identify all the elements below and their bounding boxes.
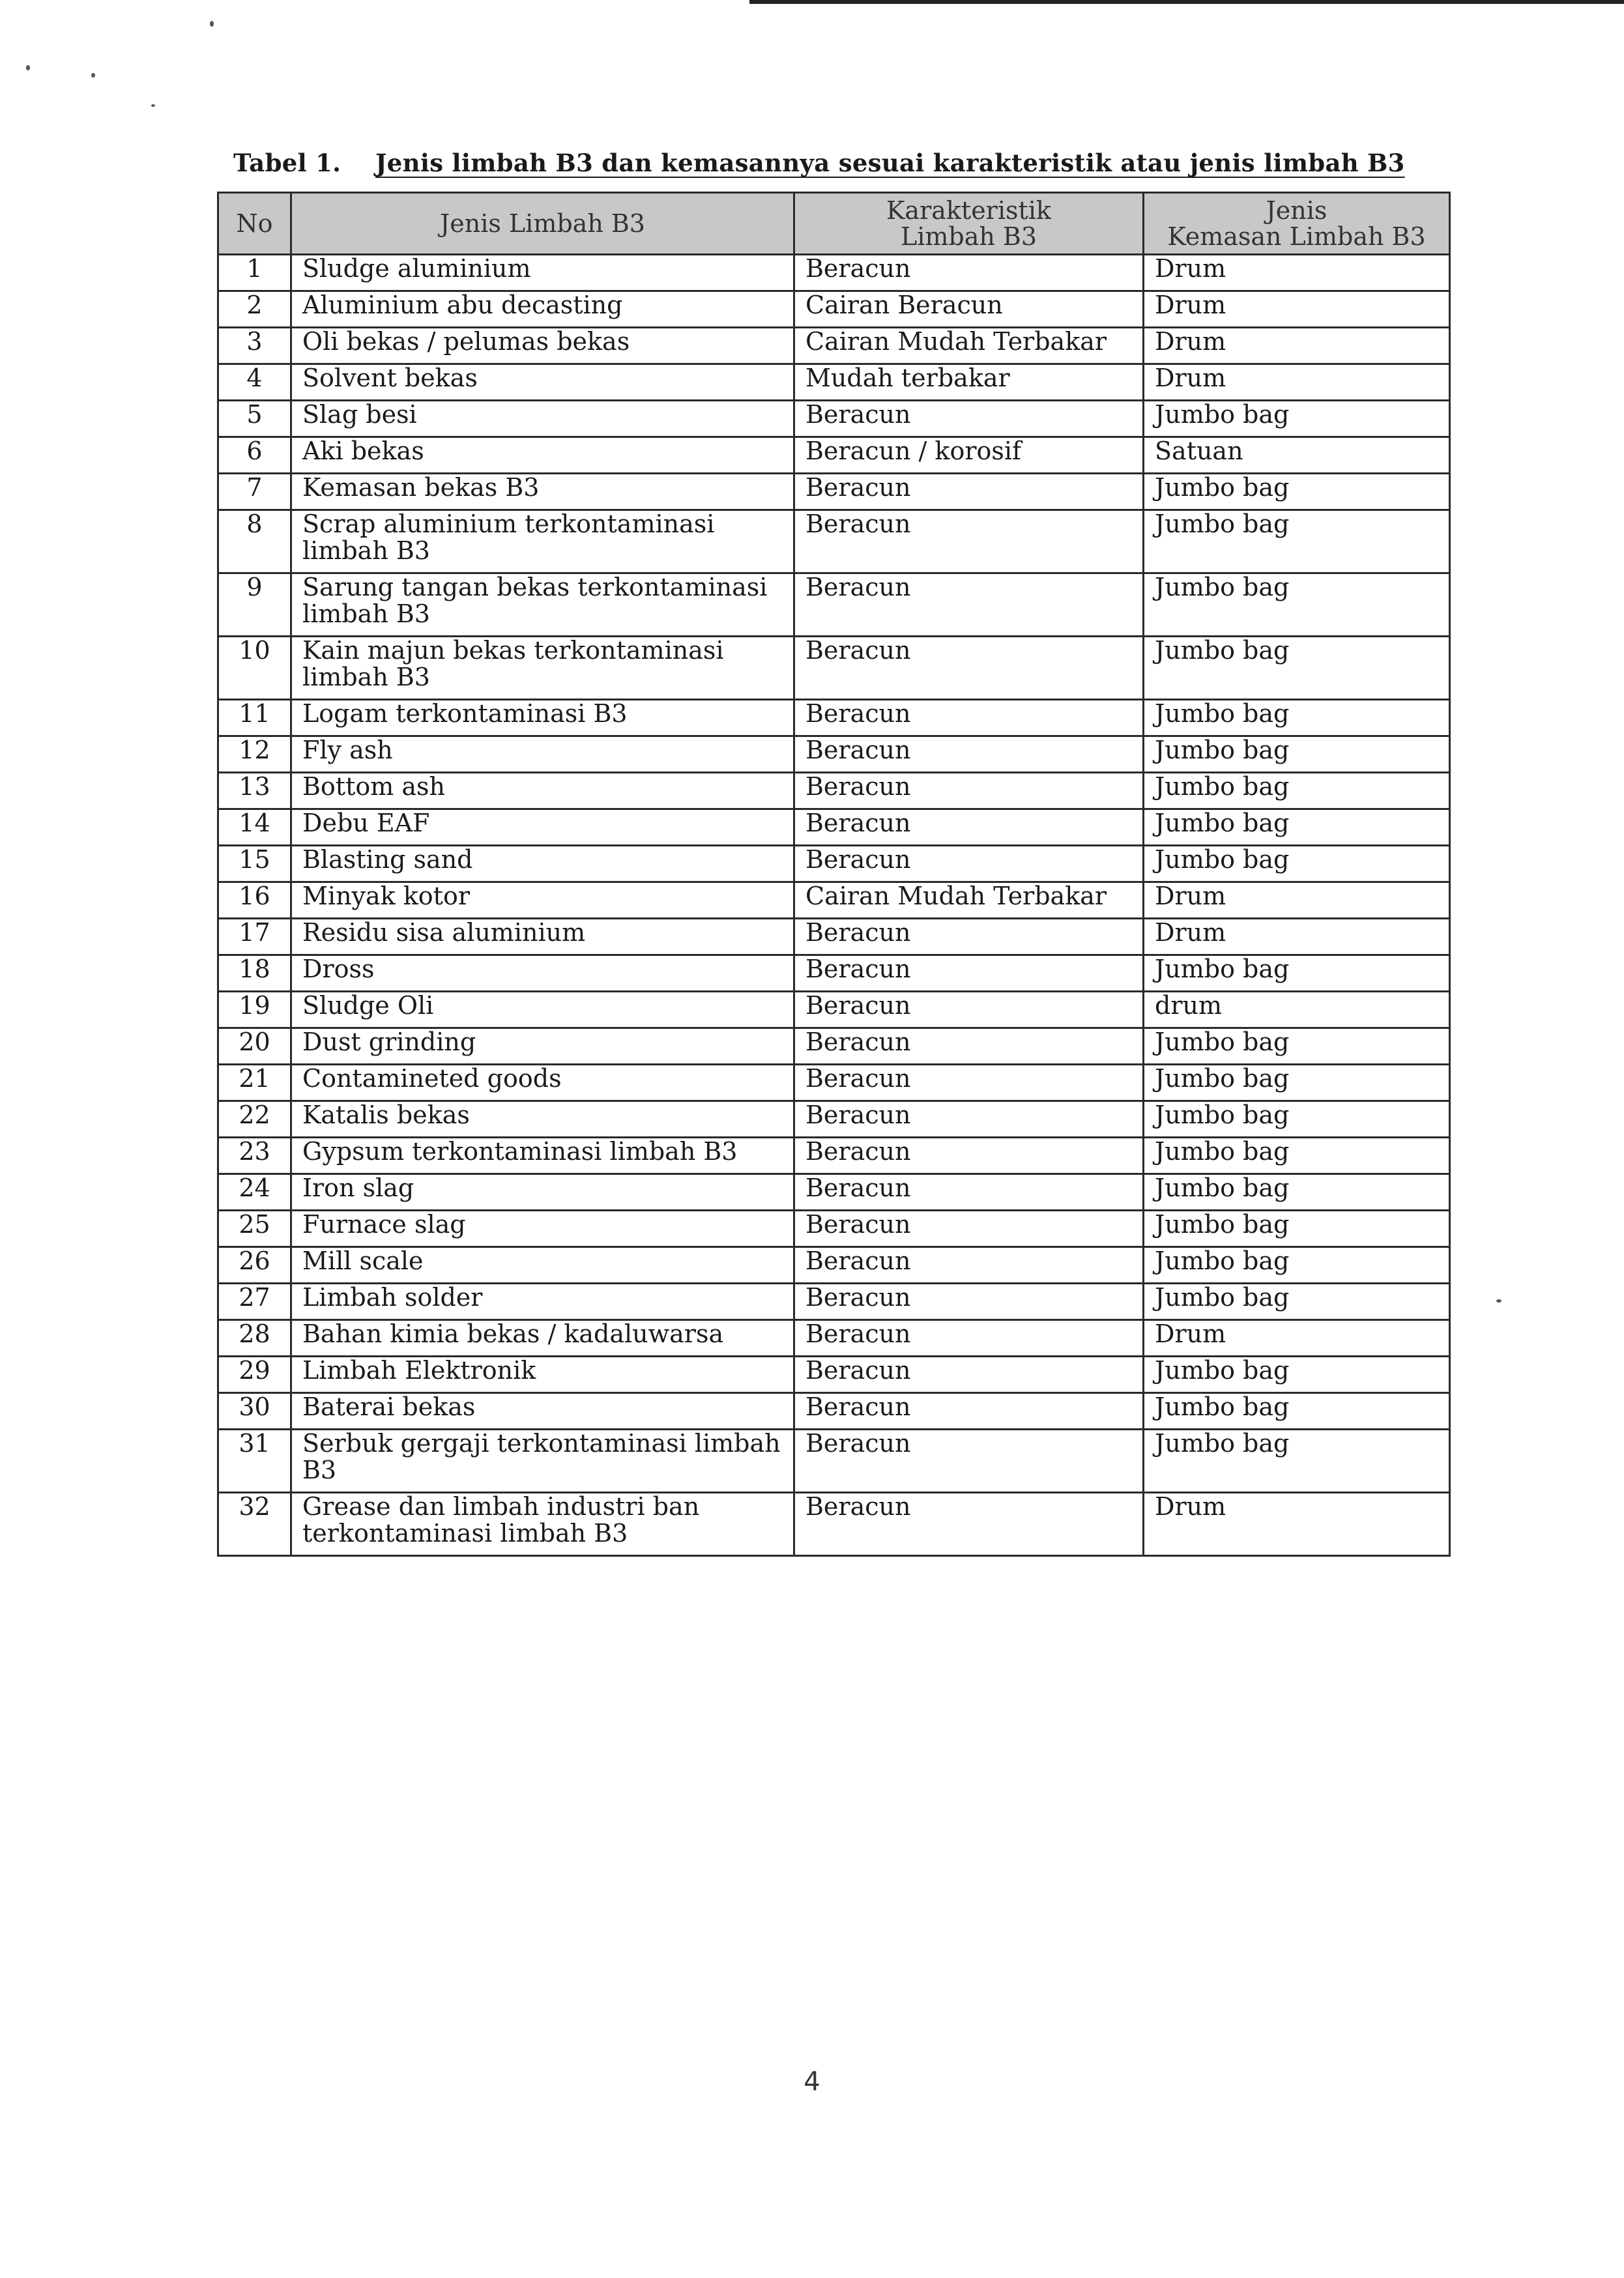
table-row bbox=[218, 992, 1450, 1028]
cell-no: 21 bbox=[218, 1065, 291, 1101]
cell-karakteristik: Beracun bbox=[794, 955, 1144, 992]
cell-jenis-kemasan: Jumbo bag bbox=[1144, 809, 1450, 846]
table-row bbox=[218, 573, 1450, 637]
header-karakteristik bbox=[794, 193, 1144, 255]
limbah-b3-table bbox=[217, 192, 1451, 1557]
page-number: 4 bbox=[804, 2067, 820, 2097]
cell-no: 25 bbox=[218, 1211, 291, 1247]
cell-jenis-limbah: Fly ash bbox=[291, 736, 794, 773]
cell-jenis-kemasan: Jumbo bag bbox=[1144, 700, 1450, 736]
cell-jenis-kemasan: Jumbo bag bbox=[1144, 474, 1450, 510]
cell-jenis-kemasan: Jumbo bag bbox=[1144, 1028, 1450, 1065]
table-row bbox=[218, 401, 1450, 437]
table-row bbox=[218, 328, 1450, 364]
cell-no: 15 bbox=[218, 846, 291, 882]
cell-jenis-kemasan: Drum bbox=[1144, 255, 1450, 291]
table-row bbox=[218, 1028, 1450, 1065]
cell-jenis-kemasan: Jumbo bag bbox=[1144, 846, 1450, 882]
cell-jenis-limbah: Blasting sand bbox=[291, 846, 794, 882]
table-row bbox=[218, 437, 1450, 474]
cell-jenis-limbah: Kain majun bekas terkontaminasi limbah B3 bbox=[291, 637, 794, 700]
table-row bbox=[218, 846, 1450, 882]
cell-karakteristik: Beracun bbox=[794, 736, 1144, 773]
cell-karakteristik: Beracun bbox=[794, 1357, 1144, 1393]
cell-jenis-limbah: Residu sisa aluminium bbox=[291, 919, 794, 955]
table-row bbox=[218, 882, 1450, 919]
cell-no: 3 bbox=[218, 328, 291, 364]
cell-no: 13 bbox=[218, 773, 291, 809]
cell-no: 20 bbox=[218, 1028, 291, 1065]
cell-jenis-limbah: Contamineted goods bbox=[291, 1065, 794, 1101]
cell-jenis-limbah: Dross bbox=[291, 955, 794, 992]
cell-jenis-kemasan: Jumbo bag bbox=[1144, 1284, 1450, 1320]
cell-jenis-limbah: Grease dan limbah industri ban terkontaminasi limbah B3 bbox=[291, 1493, 794, 1556]
scan-speck bbox=[151, 104, 155, 107]
cell-jenis-limbah: Dust grinding bbox=[291, 1028, 794, 1065]
cell-no: 12 bbox=[218, 736, 291, 773]
table-row bbox=[218, 1101, 1450, 1138]
header-kemasan-line2: Kemasan Limbah B3 bbox=[1167, 222, 1426, 251]
cell-karakteristik: Cairan Mudah Terbakar bbox=[794, 328, 1144, 364]
cell-karakteristik: Beracun bbox=[794, 773, 1144, 809]
cell-jenis-limbah: Gypsum terkontaminasi limbah B3 bbox=[291, 1138, 794, 1174]
cell-jenis-limbah: Minyak kotor bbox=[291, 882, 794, 919]
cell-karakteristik: Mudah terbakar bbox=[794, 364, 1144, 401]
cell-karakteristik: Beracun / korosif bbox=[794, 437, 1144, 474]
cell-no: 28 bbox=[218, 1320, 291, 1357]
cell-jenis-kemasan: Jumbo bag bbox=[1144, 1211, 1450, 1247]
cell-karakteristik: Beracun bbox=[794, 1101, 1144, 1138]
cell-karakteristik: Beracun bbox=[794, 255, 1144, 291]
scan-speck bbox=[210, 21, 214, 27]
cell-jenis-kemasan: Jumbo bag bbox=[1144, 955, 1450, 992]
table-caption-text: Jenis limbah B3 dan kemasannya sesuai karakteristik atau jenis limbah B3 bbox=[375, 149, 1405, 177]
cell-karakteristik: Cairan Beracun bbox=[794, 291, 1144, 328]
cell-karakteristik: Cairan Mudah Terbakar bbox=[794, 882, 1144, 919]
cell-no: 6 bbox=[218, 437, 291, 474]
cell-jenis-kemasan: Jumbo bag bbox=[1144, 401, 1450, 437]
cell-jenis-kemasan: Jumbo bag bbox=[1144, 1357, 1450, 1393]
cell-karakteristik: Beracun bbox=[794, 1393, 1144, 1430]
cell-jenis-kemasan: Jumbo bag bbox=[1144, 773, 1450, 809]
cell-no: 19 bbox=[218, 992, 291, 1028]
cell-karakteristik: Beracun bbox=[794, 1174, 1144, 1211]
cell-jenis-kemasan: Jumbo bag bbox=[1144, 1174, 1450, 1211]
cell-jenis-kemasan: Drum bbox=[1144, 364, 1450, 401]
table-row bbox=[218, 736, 1450, 773]
cell-karakteristik: Beracun bbox=[794, 637, 1144, 700]
table-row bbox=[218, 1357, 1450, 1393]
cell-no: 31 bbox=[218, 1430, 291, 1493]
table-row bbox=[218, 955, 1450, 992]
cell-karakteristik: Beracun bbox=[794, 1065, 1144, 1101]
table-row bbox=[218, 1493, 1450, 1556]
cell-no: 29 bbox=[218, 1357, 291, 1393]
cell-no: 4 bbox=[218, 364, 291, 401]
cell-jenis-kemasan: Jumbo bag bbox=[1144, 1138, 1450, 1174]
cell-jenis-kemasan: drum bbox=[1144, 992, 1450, 1028]
header-karakteristik-line2: Limbah B3 bbox=[900, 222, 1037, 251]
cell-jenis-limbah: Logam terkontaminasi B3 bbox=[291, 700, 794, 736]
cell-no: 11 bbox=[218, 700, 291, 736]
cell-no: 32 bbox=[218, 1493, 291, 1556]
table-row bbox=[218, 1211, 1450, 1247]
cell-jenis-limbah: Iron slag bbox=[291, 1174, 794, 1211]
header-kemasan-line1: Jenis bbox=[1266, 196, 1327, 225]
cell-karakteristik: Beracun bbox=[794, 1247, 1144, 1284]
cell-no: 7 bbox=[218, 474, 291, 510]
cell-karakteristik: Beracun bbox=[794, 1138, 1144, 1174]
scan-speck bbox=[91, 73, 95, 78]
cell-jenis-limbah: Bahan kimia bekas / kadaluwarsa bbox=[291, 1320, 794, 1357]
table-row bbox=[218, 809, 1450, 846]
cell-jenis-kemasan: Drum bbox=[1144, 1320, 1450, 1357]
table-row bbox=[218, 510, 1450, 573]
cell-karakteristik: Beracun bbox=[794, 1493, 1144, 1556]
cell-jenis-limbah: Sarung tangan bekas terkontaminasi limbah B3 bbox=[291, 573, 794, 637]
table-row bbox=[218, 637, 1450, 700]
cell-jenis-limbah: Scrap aluminium terkontaminasi limbah B3 bbox=[291, 510, 794, 573]
table-row bbox=[218, 1174, 1450, 1211]
cell-jenis-kemasan: Satuan bbox=[1144, 437, 1450, 474]
table-row bbox=[218, 1065, 1450, 1101]
cell-jenis-kemasan: Jumbo bag bbox=[1144, 573, 1450, 637]
cell-jenis-kemasan: Drum bbox=[1144, 328, 1450, 364]
cell-jenis-limbah: Sludge aluminium bbox=[291, 255, 794, 291]
cell-no: 14 bbox=[218, 809, 291, 846]
header-karakteristik-line1: Karakteristik bbox=[886, 196, 1051, 225]
cell-karakteristik: Beracun bbox=[794, 573, 1144, 637]
cell-jenis-kemasan: Jumbo bag bbox=[1144, 637, 1450, 700]
cell-karakteristik: Beracun bbox=[794, 992, 1144, 1028]
cell-jenis-limbah: Aluminium abu decasting bbox=[291, 291, 794, 328]
cell-no: 27 bbox=[218, 1284, 291, 1320]
table-row bbox=[218, 474, 1450, 510]
cell-karakteristik: Beracun bbox=[794, 846, 1144, 882]
cell-no: 24 bbox=[218, 1174, 291, 1211]
table-row bbox=[218, 1430, 1450, 1493]
table-row bbox=[218, 700, 1450, 736]
cell-jenis-kemasan: Jumbo bag bbox=[1144, 736, 1450, 773]
table-row bbox=[218, 773, 1450, 809]
cell-jenis-limbah: Sludge Oli bbox=[291, 992, 794, 1028]
cell-karakteristik: Beracun bbox=[794, 1284, 1144, 1320]
cell-karakteristik: Beracun bbox=[794, 1028, 1144, 1065]
table-row bbox=[218, 1247, 1450, 1284]
table-row bbox=[218, 919, 1450, 955]
cell-no: 23 bbox=[218, 1138, 291, 1174]
cell-jenis-kemasan: Drum bbox=[1144, 1493, 1450, 1556]
scan-top-edge-line bbox=[749, 0, 1624, 4]
cell-jenis-limbah: Baterai bekas bbox=[291, 1393, 794, 1430]
cell-no: 17 bbox=[218, 919, 291, 955]
table-body bbox=[218, 255, 1450, 1556]
cell-karakteristik: Beracun bbox=[794, 1430, 1144, 1493]
cell-no: 22 bbox=[218, 1101, 291, 1138]
cell-karakteristik: Beracun bbox=[794, 1211, 1144, 1247]
cell-jenis-limbah: Serbuk gergaji terkontaminasi limbah B3 bbox=[291, 1430, 794, 1493]
cell-no: 8 bbox=[218, 510, 291, 573]
cell-no: 16 bbox=[218, 882, 291, 919]
scan-speck bbox=[1496, 1299, 1501, 1303]
cell-jenis-kemasan: Jumbo bag bbox=[1144, 1430, 1450, 1493]
header-jenis-limbah: Jenis Limbah B3 bbox=[291, 193, 794, 255]
cell-jenis-limbah: Katalis bekas bbox=[291, 1101, 794, 1138]
cell-jenis-limbah: Bottom ash bbox=[291, 773, 794, 809]
table-row bbox=[218, 364, 1450, 401]
cell-karakteristik: Beracun bbox=[794, 809, 1144, 846]
cell-jenis-limbah: Furnace slag bbox=[291, 1211, 794, 1247]
cell-karakteristik: Beracun bbox=[794, 919, 1144, 955]
cell-karakteristik: Beracun bbox=[794, 1320, 1144, 1357]
cell-jenis-limbah: Oli bekas / pelumas bekas bbox=[291, 328, 794, 364]
cell-jenis-limbah: Aki bekas bbox=[291, 437, 794, 474]
cell-jenis-limbah: Slag besi bbox=[291, 401, 794, 437]
table-header-row bbox=[218, 193, 1450, 255]
cell-jenis-limbah: Debu EAF bbox=[291, 809, 794, 846]
header-jenis-kemasan bbox=[1144, 193, 1450, 255]
table-row bbox=[218, 1320, 1450, 1357]
table-caption-label: Tabel 1. bbox=[233, 149, 341, 177]
cell-jenis-kemasan: Jumbo bag bbox=[1144, 1065, 1450, 1101]
cell-jenis-kemasan: Drum bbox=[1144, 291, 1450, 328]
cell-karakteristik: Beracun bbox=[794, 474, 1144, 510]
cell-no: 1 bbox=[218, 255, 291, 291]
cell-jenis-kemasan: Drum bbox=[1144, 882, 1450, 919]
cell-jenis-kemasan: Jumbo bag bbox=[1144, 510, 1450, 573]
cell-no: 26 bbox=[218, 1247, 291, 1284]
table-row bbox=[218, 1393, 1450, 1430]
cell-jenis-kemasan: Drum bbox=[1144, 919, 1450, 955]
table-row bbox=[218, 255, 1450, 291]
cell-no: 2 bbox=[218, 291, 291, 328]
header-no: No bbox=[218, 193, 291, 255]
cell-jenis-limbah: Kemasan bekas B3 bbox=[291, 474, 794, 510]
cell-jenis-limbah: Mill scale bbox=[291, 1247, 794, 1284]
scan-speck bbox=[26, 65, 30, 70]
cell-jenis-kemasan: Jumbo bag bbox=[1144, 1393, 1450, 1430]
table-row bbox=[218, 1284, 1450, 1320]
cell-no: 9 bbox=[218, 573, 291, 637]
cell-no: 30 bbox=[218, 1393, 291, 1430]
cell-karakteristik: Beracun bbox=[794, 700, 1144, 736]
cell-karakteristik: Beracun bbox=[794, 510, 1144, 573]
cell-karakteristik: Beracun bbox=[794, 401, 1144, 437]
cell-jenis-limbah: Limbah Elektronik bbox=[291, 1357, 794, 1393]
table-row bbox=[218, 291, 1450, 328]
cell-jenis-kemasan: Jumbo bag bbox=[1144, 1101, 1450, 1138]
cell-no: 5 bbox=[218, 401, 291, 437]
cell-no: 10 bbox=[218, 637, 291, 700]
table-row bbox=[218, 1138, 1450, 1174]
cell-no: 18 bbox=[218, 955, 291, 992]
cell-jenis-kemasan: Jumbo bag bbox=[1144, 1247, 1450, 1284]
table-caption bbox=[233, 149, 1472, 177]
cell-jenis-limbah: Solvent bekas bbox=[291, 364, 794, 401]
cell-jenis-limbah: Limbah solder bbox=[291, 1284, 794, 1320]
